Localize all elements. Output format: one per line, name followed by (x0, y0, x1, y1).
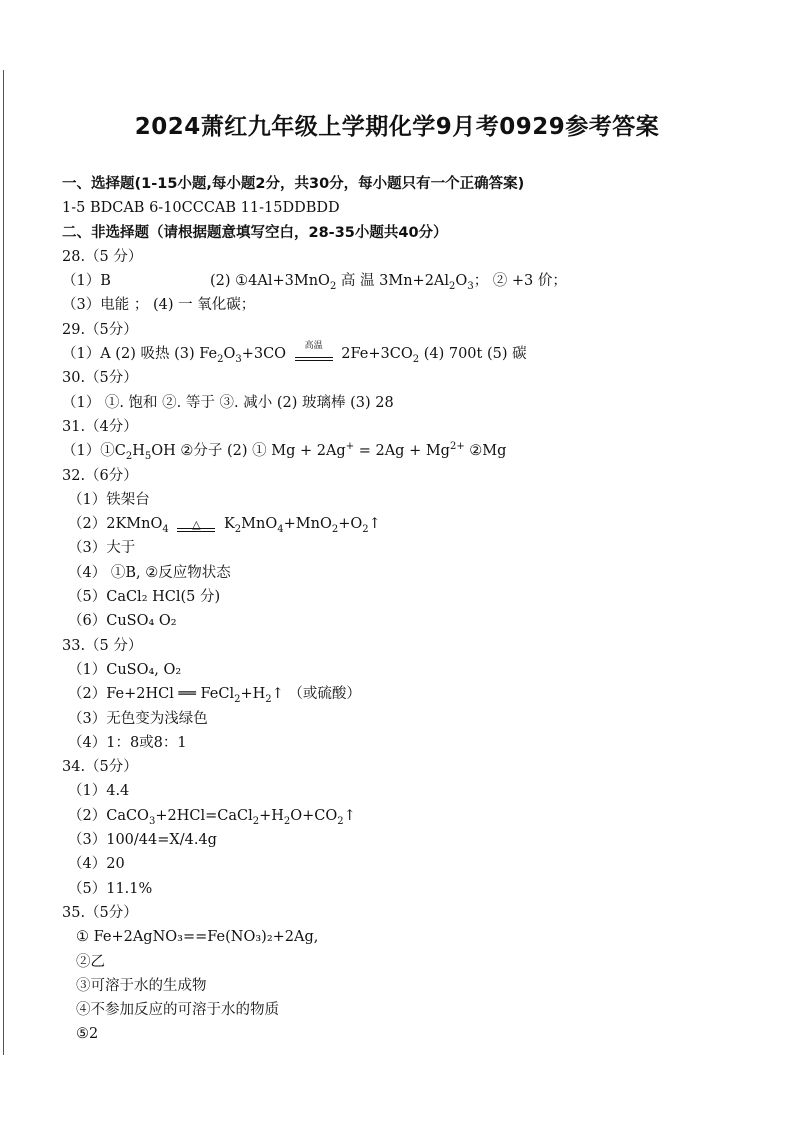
q35-line-2: ②乙 (76, 953, 105, 970)
left-margin-rule (3, 70, 4, 1055)
q35-line-5: ⑤2 (76, 1026, 99, 1043)
q32-2-a: （2）2KMnO (68, 516, 163, 533)
page-title: 2024萧红九年级上学期化学9月考0929参考答案 (134, 114, 660, 140)
q31-part-4: = 2Ag + Mg (354, 443, 450, 460)
q29-line: （1）A (2) 吸热 (3) $Fe_2O_3+3CO$ 高温 $2Fe+3CO_2$ (4) 700t (5) 碳 (62, 342, 762, 366)
q29-part-2: O (223, 346, 236, 363)
q32-line-2: （2）2KMnO$_4$ △ $K_2MnO_4+MnO_2+O_2↑$ (62, 512, 762, 536)
q31-part-3: OH ②分子 (2) ① Mg + 2Ag (151, 443, 346, 460)
q34-heading: 34.（5分） (62, 759, 138, 776)
section-1-heading: 一、选择题(1-15小题,每小题2分，共30分，每小题只有一个正确答案) (62, 176, 525, 192)
q33-line-4: （4）1：8或8：1 (68, 734, 187, 751)
q35-line-3: ③可溶于水的生成物 (76, 977, 207, 994)
heat-condition: △ (173, 513, 219, 537)
q32-line-3: （3）大于 (68, 540, 136, 557)
q32-line-4: （4） ①B, ②反应物状态 (68, 564, 231, 581)
q33-line-3: （3）无色变为浅绿色 (68, 710, 208, 727)
q32-line-6: （6）CuSO₄ O₂ (68, 613, 177, 630)
q34-2-c: +H (259, 807, 284, 824)
q31-heading: 31.（4分） (62, 418, 138, 435)
q30-line: （1） ①. 饱和 ②. 等于 ③. 减小 (2) 玻璃棒 (3) 28 (62, 394, 394, 411)
q28-answer-2-d: ； ② +3 价； (473, 273, 567, 290)
condition-label: 高温 (304, 341, 323, 352)
q34-2-a: （2）CaCO (68, 807, 149, 824)
reaction-condition (291, 343, 337, 367)
choice-answers: 1-5 BDCAB 6-10CCCAB 11-15DDBDD (62, 200, 340, 217)
q30-heading: 30.（5分） (62, 370, 138, 387)
q33-2-b: +H (240, 686, 266, 703)
q34-2-d: O+CO (290, 807, 338, 824)
q35-line-1: ① Fe+2AgNO₃==Fe(NO₃)₂+2Ag, (76, 929, 319, 946)
q32-line-5: （5）CaCl₂ HCl(5 分) (68, 589, 221, 606)
q29-part-3: +3CO (241, 346, 287, 363)
q28-answer-2-a: (2) ①4Al+3MnO (210, 273, 330, 290)
q29-part-5: (4) 700t (5) 碳 (419, 346, 527, 363)
q29-part-1: （1）A (2) 吸热 (3) Fe (62, 346, 218, 363)
q29-heading: 29.（5分） (62, 321, 138, 338)
q32-2-b: K (223, 516, 235, 533)
q33-2-c: ↑ （或硫酸） (271, 686, 361, 703)
q28-heading: 28.（5 分） (62, 248, 143, 265)
q33-2-a: （2）Fe+2HCl ══ FeCl (68, 686, 235, 703)
q32-2-f: ↑ (368, 516, 381, 533)
q33-line-2: （2）Fe+2HCl ══ $FeCl_2+H_2↑$ （或硫酸） (68, 686, 361, 706)
q31-part-1: （1）①C (62, 443, 126, 460)
q32-2-c: MnO (241, 516, 278, 533)
q34-line-2: $(2)CaCO_3+2HCl=CaCl_2+H_2O+CO_2↑$ (68, 807, 356, 827)
q33-line-1: （1）CuSO₄, O₂ (68, 661, 182, 678)
q34-2-b: +2HCl=CaCl (155, 807, 253, 824)
q34-line-5: （5）11.1% (68, 880, 153, 897)
q35-heading: 35.（5分） (62, 904, 138, 921)
q28-line-2: （3）电能 ； (4) 一 氧化碳； (62, 297, 256, 314)
q28-line-1: （1）B (2) ①4Al+3MnO$_2$ 高 温 $3Mn+2Al_2O_3$； ② +3 价； (62, 269, 762, 293)
q29-part-4: 2Fe+3CO (341, 346, 413, 363)
q34-2-e: ↑ (343, 807, 356, 824)
q28-answer-1: （1）B (62, 273, 111, 290)
q31-part-5: ②Mg (464, 443, 507, 460)
q34-line-4: （4）20 (68, 856, 125, 873)
q32-line-1: （1）铁架台 (68, 491, 150, 508)
q34-line-1: （1）4.4 (68, 783, 130, 800)
q31-line: $(1)①C_2H_5OH$ ②分子 (2) ① $Mg + 2Ag^+ = 2Ag + Mg^{2+}$ ②Mg (62, 441, 507, 463)
q28-answer-2-b: 高 温 3Mn+2Al (336, 273, 450, 290)
q32-heading: 32.（6分） (62, 467, 138, 484)
q31-part-2: H (132, 443, 145, 460)
q34-line-3: （3）100/44=X/4.4g (68, 832, 217, 849)
q33-heading: 33.（5 分） (62, 637, 143, 654)
q32-2-e: +O (338, 516, 363, 533)
answer-content (62, 172, 762, 1047)
section-2-heading: 二、非选择题（请根据题意填写空白，28-35小题共40分） (62, 224, 448, 241)
q28-answer-2-c: O (455, 273, 468, 290)
q35-line-4: ④不参加反应的可溶于水的物质 (76, 1002, 279, 1019)
q32-2-d: +MnO (283, 516, 332, 533)
